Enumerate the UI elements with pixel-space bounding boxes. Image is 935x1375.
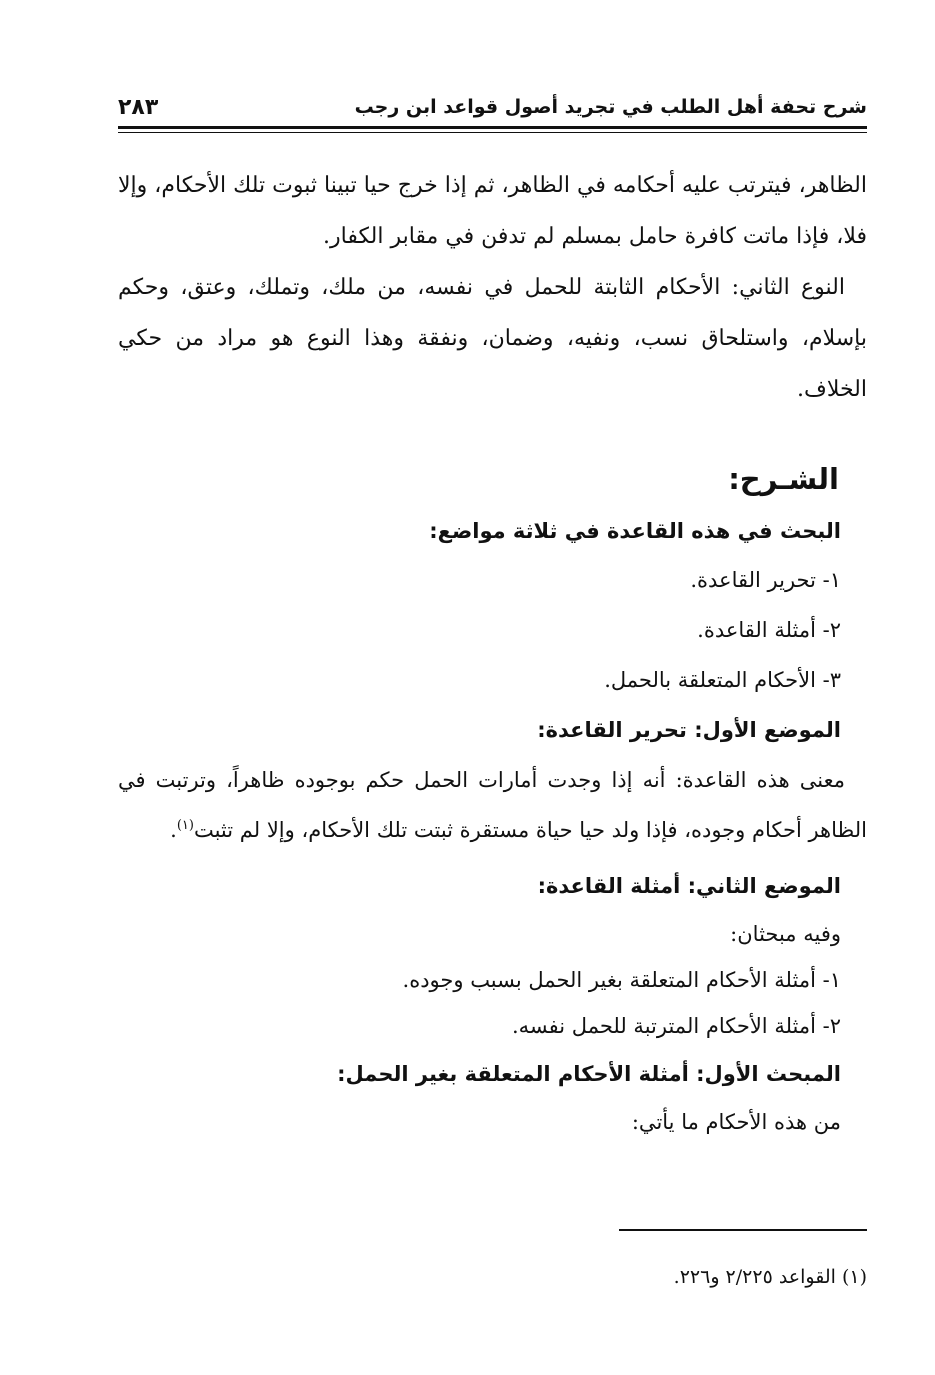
first-section-end: . — [170, 818, 177, 842]
mabhath-intro: من هذه الأحكام ما يأتي: — [631, 1110, 841, 1134]
footnote-separator — [619, 1229, 867, 1231]
running-header — [118, 92, 867, 122]
footnote: (١) القواعد ٢/٢٢٥ و٢٢٦. — [673, 1266, 867, 1288]
second-section-item: ١- أمثلة الأحكام المتعلقة بغير الحمل بسبب وجوده. — [402, 968, 841, 992]
first-section-heading: الموضع الأول: تحرير القاعدة: — [537, 718, 841, 742]
book-title: شرح تحفة أهل الطلب في تجريد أصول قواعد ابن رجب — [354, 96, 867, 118]
sharh-intro: البحث في هذه القاعدة في ثلاثة مواضع: — [429, 519, 841, 543]
second-section-item: ٢- أمثلة الأحكام المترتبة للحمل نفسه. — [512, 1014, 841, 1038]
topic-item: ١- تحرير القاعدة. — [690, 568, 841, 592]
topic-item: ٣- الأحكام المتعلقة بالحمل. — [604, 668, 841, 692]
page-body — [118, 160, 867, 1145]
matn-paragraph-1: الظاهر، فيترتب عليه أحكامه في الظاهر، ثم إذا خرج حيا تبينا ثبوت تلك الأحكام، وإلا فلا، فإذا ماتت كافرة حامل بمسلم لم تدفن في مقابر الكفار. — [118, 173, 867, 249]
header-rule — [118, 126, 867, 129]
matn-paragraph-2: النوع الثاني: الأحكام الثابتة للحمل في نفسه، من ملك، وتملك، وعتق، وحكم بإسلام، واستلحاق نسب، ونفيه، وضمان، ونفقة وهذا النوع هو مراد من حكي الخلاف. — [118, 275, 867, 402]
first-section-body: معنى هذه القاعدة: أنه إذا وجدت أمارات الحمل حكم بوجوده ظاهراً، وترتبت في الظاهر أحكام وجوده، فإذا ولد حيا حياة مستقرة ثبتت تلك الأحكام، وإلا لم تثبت — [118, 768, 867, 842]
footnote-reference[interactable]: (١) — [176, 818, 194, 833]
header-rule-thin — [118, 132, 867, 133]
topic-item: ٢- أمثلة القاعدة. — [697, 618, 841, 642]
first-section-text — [118, 755, 867, 855]
second-section-intro: وفيه مبحثان: — [730, 922, 841, 946]
second-section-heading: الموضع الثاني: أمثلة القاعدة: — [537, 874, 841, 898]
page-number: ٢٨٣ — [118, 94, 159, 120]
sharh-heading: الشـرح: — [728, 462, 839, 496]
mabhath-heading: المبحث الأول: أمثلة الأحكام المتعلقة بغير الحمل: — [337, 1062, 841, 1086]
